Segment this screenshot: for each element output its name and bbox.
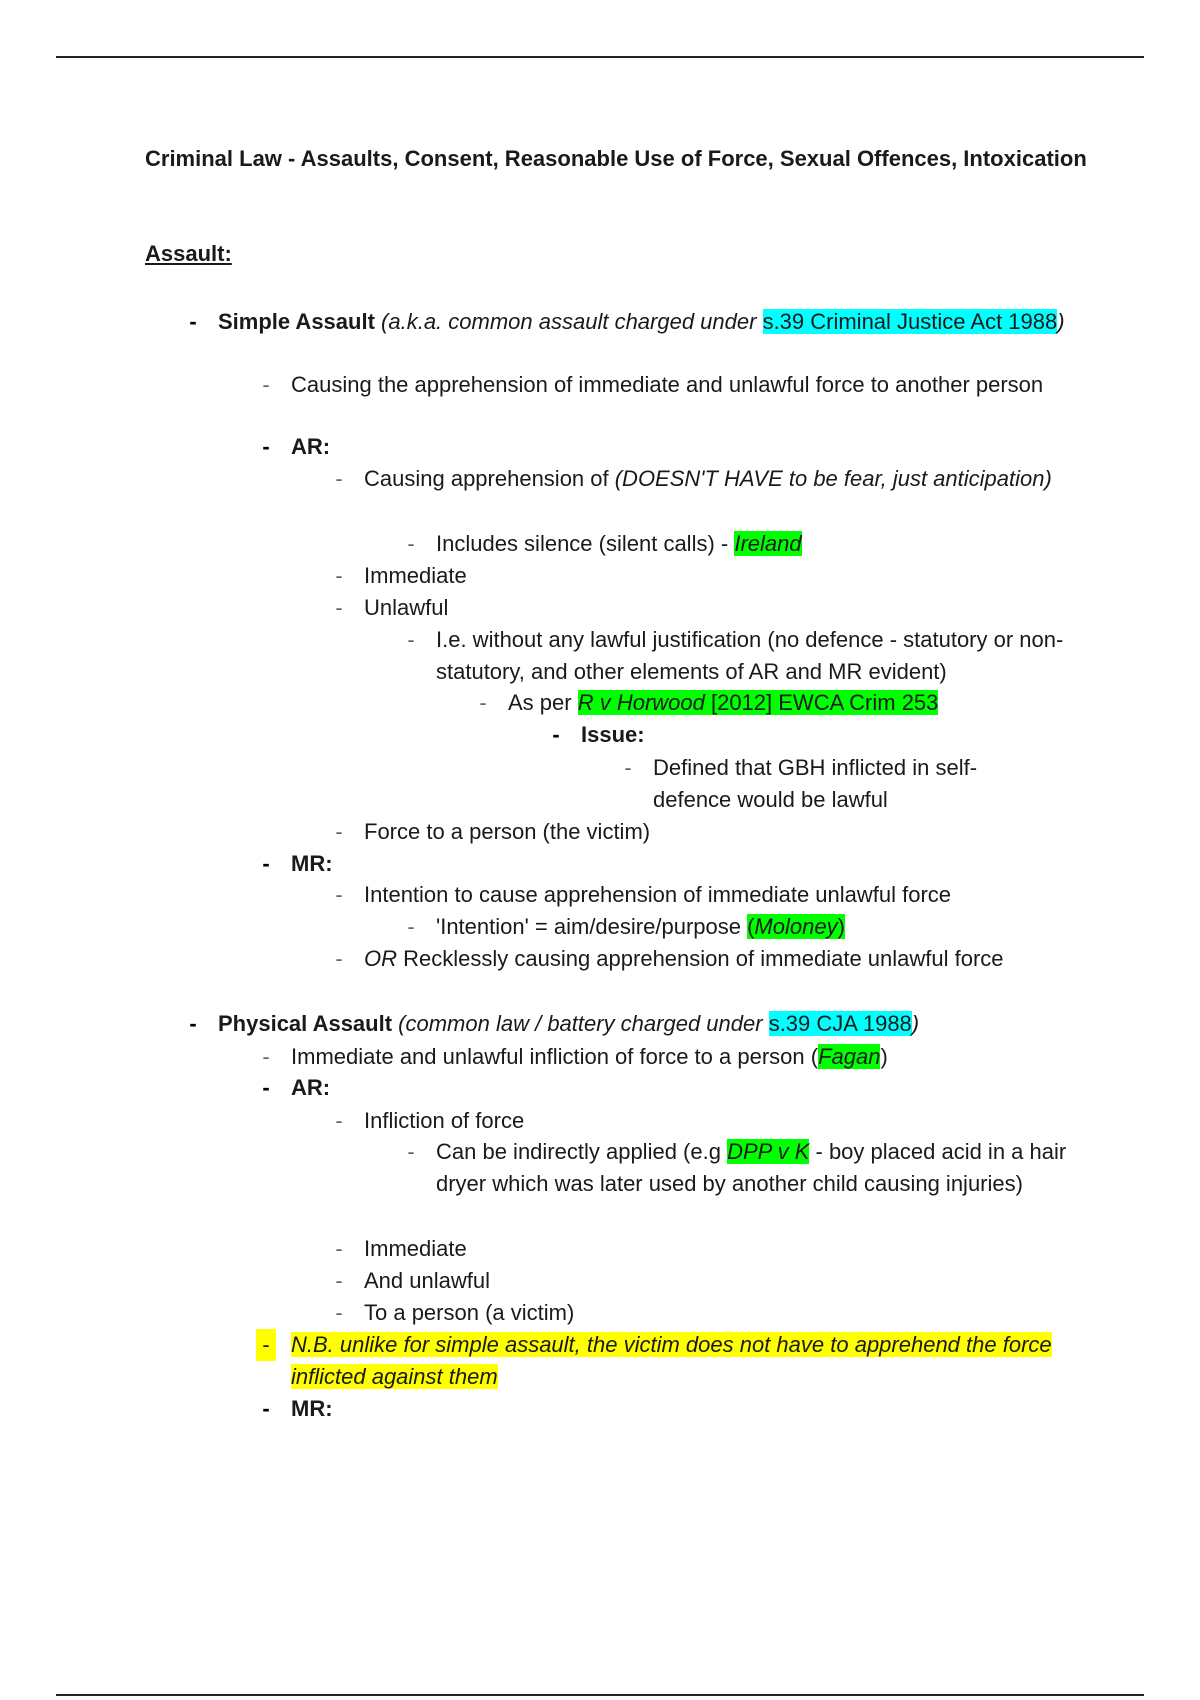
case-ireland: Ireland: [734, 531, 802, 556]
nb-highlight: N.B. unlike for simple assault, the victim does not have to apprehend the force inflicted against them: [291, 1332, 1052, 1389]
statute-highlight: s.39 Criminal Justice Act 1988: [762, 309, 1058, 334]
case-dpp-v-k: DPP v K: [727, 1139, 810, 1164]
bottom-rule: [56, 1694, 1144, 1696]
simple-assault-label: Simple Assault: [218, 309, 375, 334]
simple-assault-desc: (a.k.a. common assault charged under: [381, 309, 763, 334]
top-rule: [56, 56, 1144, 58]
case-fagan: Fagan: [818, 1044, 881, 1069]
physical-assault-label: Physical Assault: [218, 1011, 393, 1036]
statute-highlight-cja: s.39 CJA 1988: [768, 1011, 912, 1036]
case-horwood: R v Horwood [2012] EWCA Crim 253: [577, 690, 939, 715]
document-title: Criminal Law - Assaults, Consent, Reasonable Use of Force, Sexual Offences, Intoxication: [145, 146, 1087, 171]
section-heading-assault: Assault:: [145, 241, 232, 266]
case-moloney: (Moloney): [747, 914, 845, 939]
